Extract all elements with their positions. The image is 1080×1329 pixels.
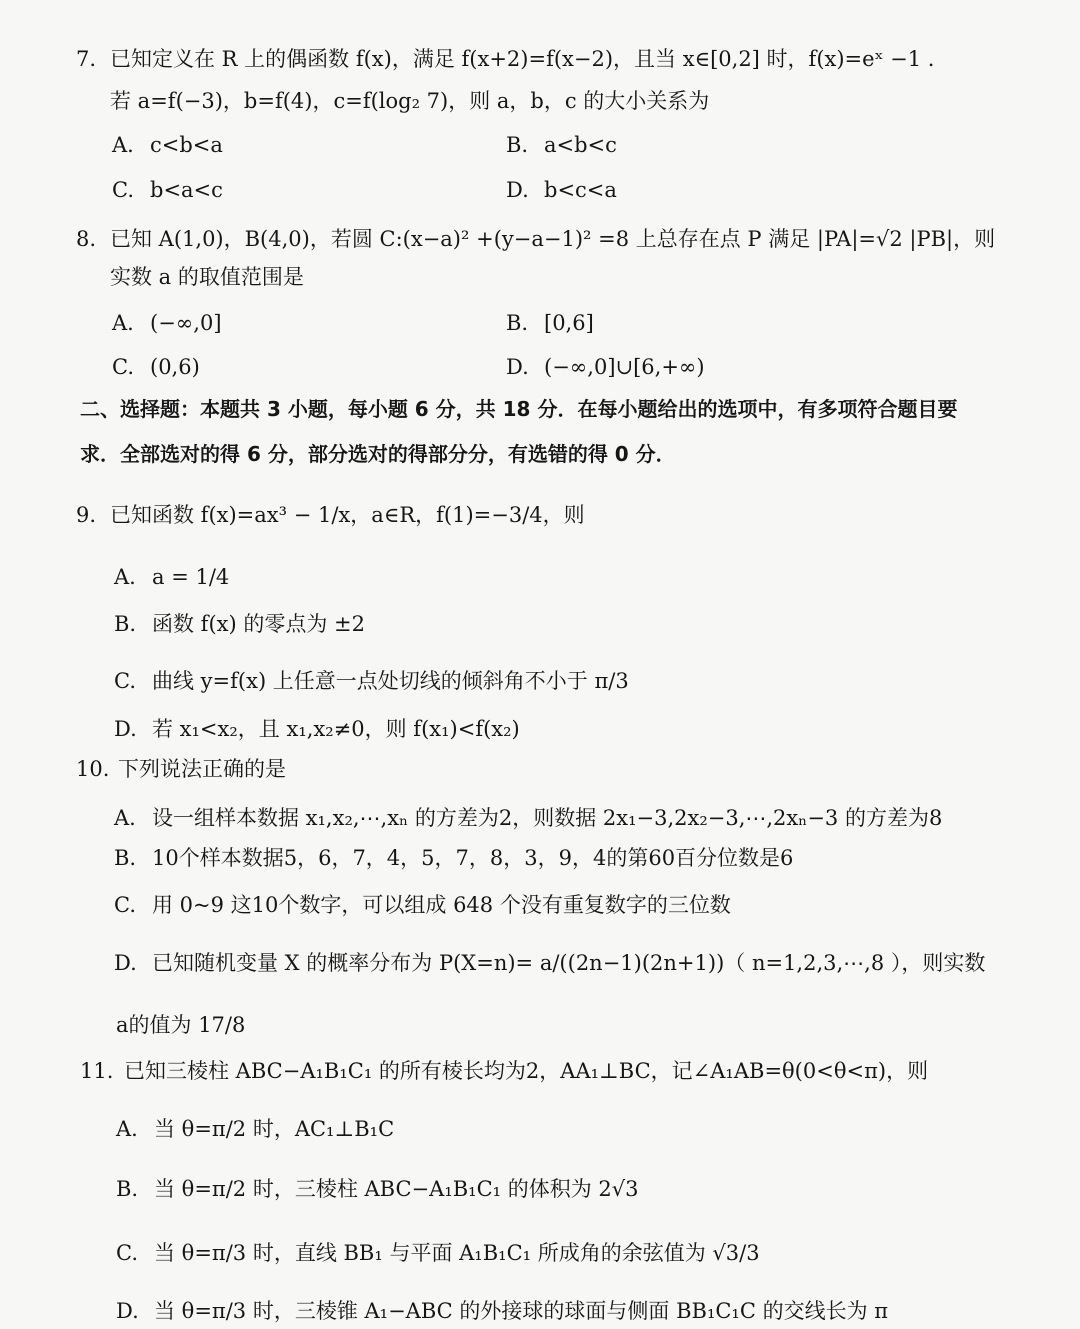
q11-number: 11. — [80, 1059, 114, 1083]
q10-number: 10. — [76, 757, 110, 781]
q10-line — [76, 754, 286, 784]
q11-option-d: D. 当 θ=π/3 时，三棱锥 A₁−ABC 的外接球的球面与侧面 BB₁C₁C 的交线长为 π — [116, 1299, 889, 1323]
q9-option-a: A. a = 1/4 — [114, 565, 230, 589]
q7-option-d: D. b<c<a — [506, 178, 617, 202]
q8-option-d: D. (−∞,0]∪[6,+∞) — [506, 355, 705, 379]
q7-stem-line2: 若 a=f(−3)，b=f(4)，c=f(log₂ 7)，则 a，b，c 的大小关系为 — [110, 89, 710, 113]
q10-option-d-line2: a的值为 17/8 — [116, 1013, 246, 1037]
q11-stem: 已知三棱柱 ABC−A₁B₁C₁ 的所有棱长均为2，AA₁⊥BC，记∠A₁AB=θ(0<θ<π)，则 — [124, 1059, 929, 1083]
q7-option-b: B. a<b<c — [506, 133, 617, 157]
q9-option-b: B. 函数 f(x) 的零点为 ±2 — [114, 612, 365, 636]
section2-line1: 二、选择题：本题共 3 小题，每小题 6 分，共 18 分．在每小题给出的选项中，有多项符合题目要 — [80, 397, 958, 421]
q8-option-a: A. (−∞,0] — [112, 311, 222, 335]
q9-line — [76, 500, 585, 530]
q11-option-c: C. 当 θ=π/3 时，直线 BB₁ 与平面 A₁B₁C₁ 所成角的余弦值为 √3/3 — [116, 1241, 760, 1265]
section2-line2: 求．全部选对的得 6 分，部分选对的得部分分，有选错的得 0 分． — [80, 442, 676, 466]
q8-stem-line1: 已知 A(1,0)，B(4,0)，若圆 C:(x−a)² +(y−a−1)² =8 上总存在点 P 满足 |PA|=√2 |PB|，则 — [110, 227, 996, 251]
q7-number: 7. — [76, 47, 97, 71]
q9-option-d: D. 若 x₁<x₂，且 x₁,x₂≠0，则 f(x₁)<f(x₂) — [114, 717, 520, 741]
q9-option-c: C. 曲线 y=f(x) 上任意一点处切线的倾斜角不小于 π/3 — [114, 669, 629, 693]
q8-stem-line2: 实数 a 的取值范围是 — [110, 265, 304, 289]
q10-option-a: A. 设一组样本数据 x₁,x₂,⋯,xₙ 的方差为2，则数据 2x₁−3,2x₂−3,⋯,2xₙ−3 的方差为8 — [114, 806, 943, 830]
q11-option-a: A. 当 θ=π/2 时，AC₁⊥B₁C — [116, 1117, 395, 1141]
q9-stem: 已知函数 f(x)=ax³ − 1/x，a∈R，f(1)=−3/4，则 — [110, 503, 585, 527]
q7-option-c: C. b<a<c — [112, 178, 223, 202]
q9-number: 9. — [76, 503, 97, 527]
q11-option-b: B. 当 θ=π/2 时，三棱柱 ABC−A₁B₁C₁ 的体积为 2√3 — [116, 1177, 639, 1201]
q8-line1 — [76, 224, 995, 254]
q10-option-b: B. 10个样本数据5，6，7，4，5，7，8，3，9，4的第60百分位数是6 — [114, 846, 794, 870]
q11-line — [80, 1056, 928, 1086]
q7-option-a: A. c<b<a — [112, 133, 223, 157]
q7-line1 — [76, 44, 934, 74]
q8-option-c: C. (0,6) — [112, 355, 200, 379]
q8-option-b: B. [0,6] — [506, 311, 594, 335]
q10-option-c: C. 用 0~9 这10个数字，可以组成 648 个没有重复数字的三位数 — [114, 893, 731, 917]
q8-number: 8. — [76, 227, 97, 251]
q10-stem: 下列说法正确的是 — [118, 757, 286, 781]
q10-option-d: D. 已知随机变量 X 的概率分布为 P(X=n)= a/((2n−1)(2n+1))（ n=1,2,3,⋯,8 ），则实数 — [114, 951, 986, 975]
q7-stem-line1: 已知定义在 R 上的偶函数 f(x)，满足 f(x+2)=f(x−2)，且当 x∈[0,2] 时，f(x)=eˣ −1 . — [110, 47, 935, 71]
